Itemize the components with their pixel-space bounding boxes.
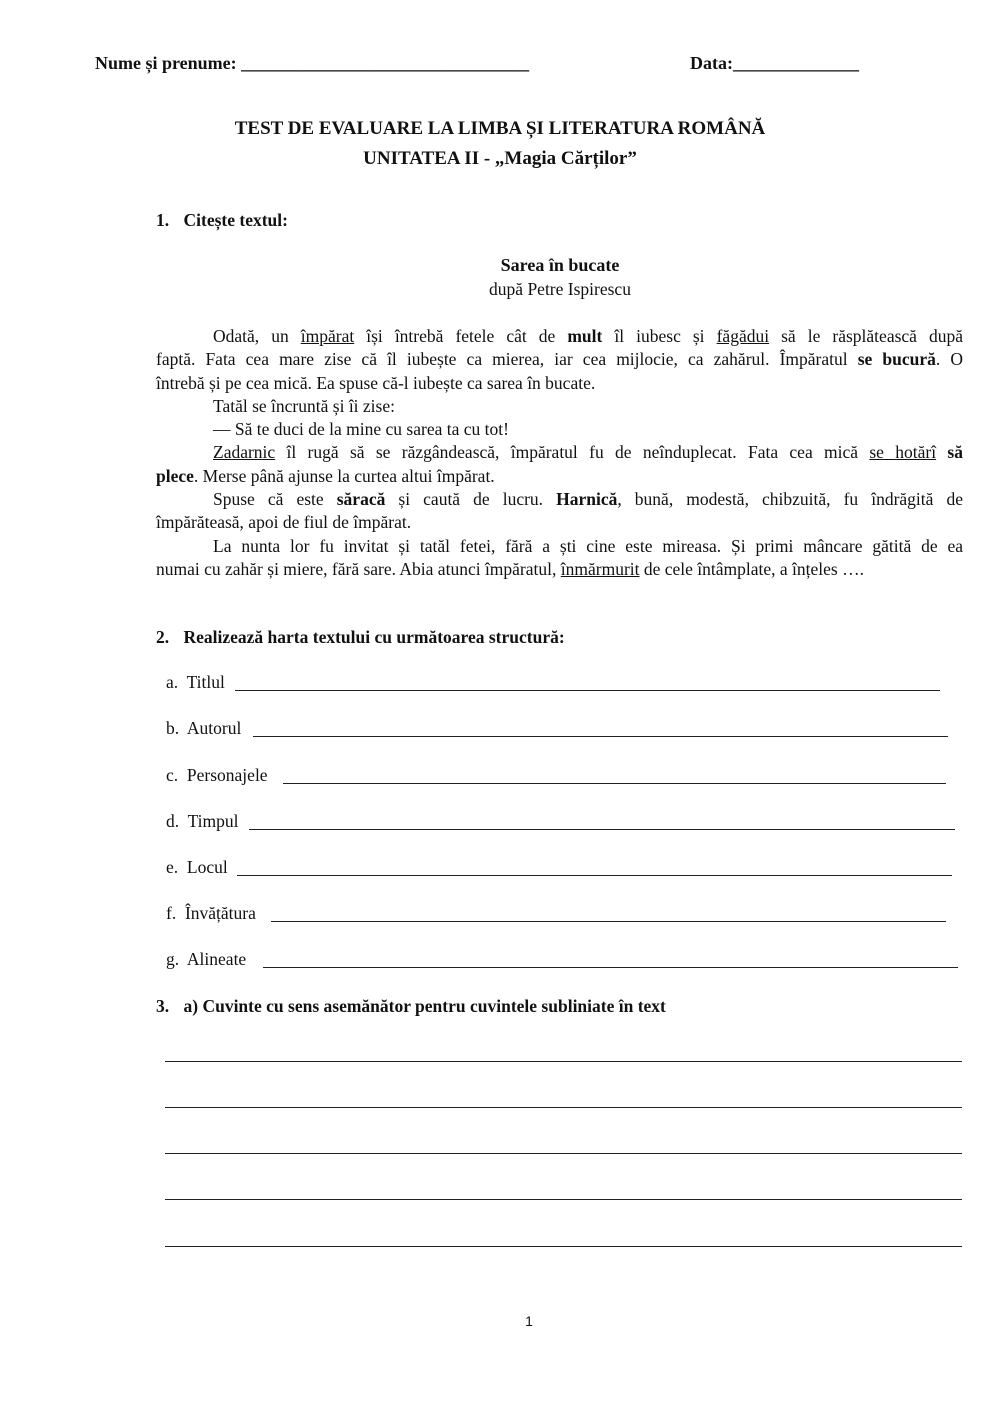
answer-line-characters[interactable] bbox=[283, 783, 946, 784]
answer-place: e. Locul bbox=[166, 857, 228, 877]
underlined-word: împărat bbox=[300, 326, 355, 346]
synonym-line-4[interactable] bbox=[165, 1199, 962, 1200]
answer-line-paragraphs[interactable] bbox=[263, 967, 958, 968]
story-line: Tatăl se încruntă și îi zise: bbox=[213, 395, 395, 416]
story-text bbox=[156, 325, 963, 581]
task2-heading bbox=[156, 627, 565, 648]
answer-time: d. Timpul bbox=[166, 811, 239, 831]
bold-word: se bucură bbox=[857, 349, 936, 370]
story-line: faptă. Fata cea mare zise că îl iubește ca mierea, iar cea mijlocie, ca zahărul. Împăratul se bucură. O bbox=[156, 349, 963, 370]
answer-line-time[interactable] bbox=[249, 829, 955, 830]
underlined-word: se hotărî bbox=[869, 442, 937, 463]
answer-line-author[interactable] bbox=[253, 736, 948, 737]
task3-heading bbox=[156, 996, 666, 1017]
name-label: Nume și prenume: bbox=[95, 53, 237, 73]
story-line: plece. Merse până ajunse la curtea altui împărat. bbox=[156, 465, 495, 486]
answer-author: b. Autorul bbox=[166, 718, 242, 738]
answer-title: a. Titlul bbox=[166, 672, 225, 692]
name-field[interactable] bbox=[95, 53, 529, 74]
answer-line-title[interactable] bbox=[235, 690, 940, 691]
synonym-line-2[interactable] bbox=[165, 1107, 962, 1108]
underlined-word: înmărmurit bbox=[560, 558, 640, 579]
underlined-word: făgădui bbox=[716, 326, 770, 346]
task1-heading bbox=[156, 210, 288, 231]
answer-characters: c. Personajele bbox=[166, 765, 268, 785]
task3-label: a) Cuvinte cu sens asemănător pentru cuvintele subliniate în text bbox=[183, 996, 666, 1016]
story-line: Spuse că este săracă și caută de lucru. Harnică, bună, modestă, chibzuită, fu îndrăgită de bbox=[213, 489, 963, 510]
bold-word: Harnică bbox=[556, 489, 618, 510]
date-field[interactable] bbox=[690, 53, 859, 74]
story-line: Odată, un împărat își întrebă fetele cât de mult îl iubesc și făgădui să le răsplătească după bbox=[213, 326, 963, 346]
bold-word: plece bbox=[156, 465, 194, 486]
task1-number: 1. bbox=[156, 210, 170, 230]
task2-label: Realizează harta textului cu următoarea structură: bbox=[183, 627, 565, 647]
task1-label: Citește textul: bbox=[183, 210, 288, 230]
date-label: Data: bbox=[690, 53, 733, 73]
story-line: Zadarnic îl rugă să se răzgândească, împăratul fu de neînduplecat. Fata cea mică se hotărî să bbox=[213, 442, 963, 463]
answer-line-lesson[interactable] bbox=[271, 921, 946, 922]
bold-word: mult bbox=[567, 326, 603, 346]
synonym-line-1[interactable] bbox=[165, 1061, 962, 1062]
story-line: numai cu zahăr și miere, fără sare. Abia atunci împăratul, înmărmurit de cele întâmplate, a înțeles …. bbox=[156, 558, 864, 579]
story-title: Sarea în bucate bbox=[500, 255, 620, 275]
bold-word: săracă bbox=[336, 489, 386, 510]
story-line: — Să te duci de la mine cu sarea ta cu tot! bbox=[213, 419, 509, 440]
story-line: La nunta lor fu invitat și tatăl fetei, fără a ști cine este mireasa. Și primi mâncare gătită de ea bbox=[213, 535, 963, 556]
task2-number: 2. bbox=[156, 627, 170, 647]
synonym-line-5[interactable] bbox=[165, 1246, 962, 1247]
story-line: împărăteasă, apoi de fiul de împărat. bbox=[156, 512, 412, 533]
task3-number: 3. bbox=[156, 996, 170, 1016]
answer-lesson: f. Învățătura bbox=[166, 903, 256, 923]
name-blank[interactable]: ________________________________ bbox=[241, 53, 530, 73]
synonym-line-3[interactable] bbox=[165, 1153, 962, 1154]
story-author: după Petre Ispirescu bbox=[489, 279, 631, 299]
story-line: întrebă și pe cea mică. Ea spuse că-l iubește ca sarea în bucate. bbox=[156, 372, 596, 393]
page-number: 1 bbox=[525, 1313, 533, 1329]
answer-line-place[interactable] bbox=[237, 875, 952, 876]
test-title: TEST DE EVALUARE LA LIMBA ȘI LITERATURA ROMÂNĂ bbox=[234, 118, 766, 139]
date-blank[interactable]: ______________ bbox=[733, 53, 859, 73]
underlined-word: Zadarnic bbox=[213, 442, 276, 463]
answer-paragraphs: g. Alineate bbox=[166, 949, 247, 969]
unit-title: UNITATEA II - „Magia Cărților” bbox=[363, 148, 637, 169]
